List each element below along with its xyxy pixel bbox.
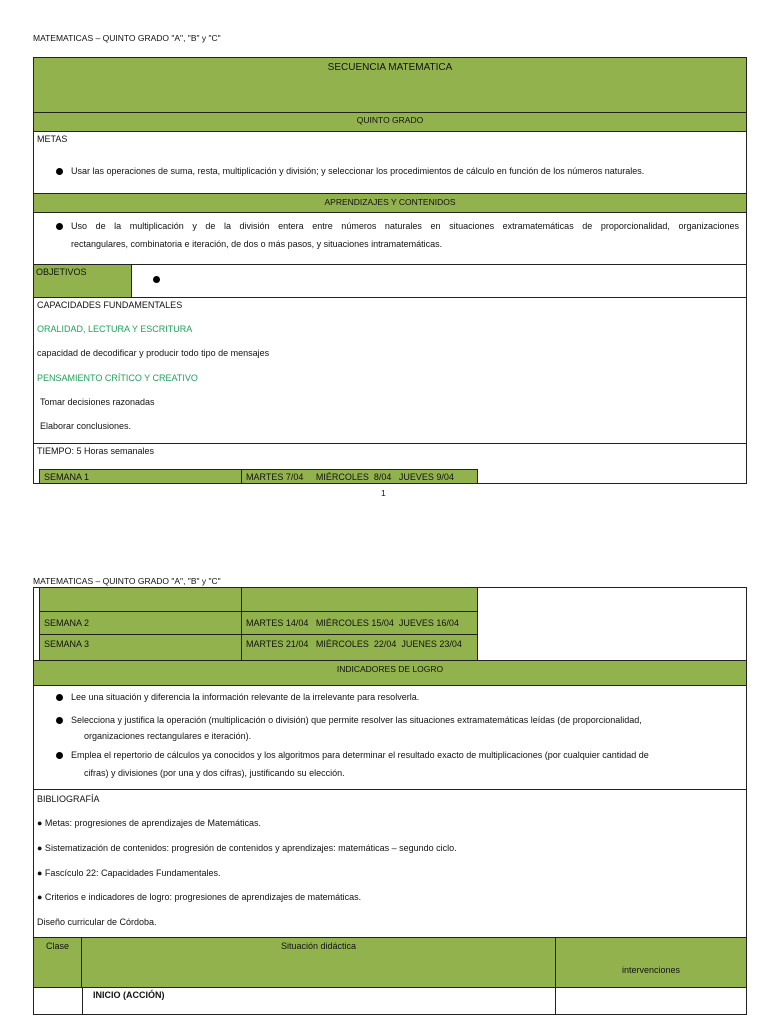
document-title: SECUENCIA MATEMATICA <box>327 62 453 73</box>
bullet-icon <box>56 168 63 175</box>
objetivos-label: OBJETIVOS <box>36 267 87 277</box>
capacidad-1-title: ORALIDAD, LECTURA Y ESCRITURA <box>37 324 193 334</box>
tiempo-label: TIEMPO: 5 Horas semanales <box>37 446 155 456</box>
indicador-3-line1: Emplea el repertorio de cálculos ya conocidos y los algoritmos para determinar el resultado exacto de multiplicaciones (por cualquier cantidad de <box>71 750 649 760</box>
aprendizajes-list <box>34 212 746 264</box>
clase-header: Clase <box>46 941 70 951</box>
indicador-2-line2: organizaciones rectangulares e iteración). <box>84 731 252 741</box>
capacidad-2-title: PENSAMIENTO CRÍTICO Y CREATIVO <box>37 373 198 383</box>
bullet-icon <box>56 752 63 759</box>
indicadores-label: INDICADORES DE LOGRO <box>336 664 444 674</box>
capacidad-1-text: capacidad de decodificar y producir todo tipo de mensajes <box>37 348 270 358</box>
bullet-icon <box>56 694 63 701</box>
semana-empty-cell <box>39 588 242 612</box>
semana3-days-cell <box>241 634 478 661</box>
semana3-label-cell <box>39 634 242 661</box>
bibliografia-label: BIBLIOGRAFÍA <box>37 794 100 804</box>
semana2-days-cell <box>241 611 478 635</box>
clase-header-cell <box>34 938 82 988</box>
metas-item: Usar las operaciones de suma, resta, multiplicación y división; y seleccionar los procedimientos de cálculo en función de los números naturales. <box>71 166 645 176</box>
objetivos-row <box>34 264 746 297</box>
title-cell <box>34 58 746 112</box>
semana-empty-cell <box>241 588 478 612</box>
semana1-days-cell <box>241 469 478 484</box>
semana-grid <box>34 588 746 660</box>
bibliografia-cell <box>34 789 746 937</box>
aprendizajes-cell <box>34 193 746 212</box>
page-number: 1 <box>381 488 386 498</box>
inicio-cell <box>82 988 556 1015</box>
indicadores-list <box>34 685 746 789</box>
indicadores-cell <box>34 660 746 685</box>
metas-cell <box>34 131 746 147</box>
page1-frame <box>33 57 747 484</box>
page-header: MATEMATICAS – QUINTO GRADO "A", "B" y "C" <box>33 33 221 43</box>
bullet-icon <box>56 717 63 724</box>
bullet-icon <box>56 223 63 230</box>
bib-item-2: ● Sistematización de contenidos: progresión de contenidos y aprendizajes: matemáticas – segundo ciclo. <box>37 843 457 853</box>
situacion-header-cell <box>82 938 556 988</box>
clase-table <box>34 937 746 1015</box>
metas-list <box>34 147 746 193</box>
semana2-label: SEMANA 2 <box>44 618 90 628</box>
semana2-days: MARTES 14/04 MIÉRCOLES 15/04 JUEVES 16/04 <box>246 618 459 628</box>
indicador-3-line2: cifras) y divisiones (por una y dos cifras), justificando su elección. <box>84 768 345 778</box>
indicador-1: Lee una situación y diferencia la información relevante de la irrelevante para resolverla. <box>71 692 420 702</box>
page-header-2: MATEMATICAS – QUINTO GRADO "A", "B" y "C" <box>33 576 221 586</box>
intervenciones-header: intervenciones <box>621 965 681 975</box>
semana3-label: SEMANA 3 <box>44 639 90 649</box>
bib-item-4: ● Criterios e indicadores de logro: progresiones de aprendizajes de matemáticas. <box>37 892 362 902</box>
capacidad-2-line1: Tomar decisiones razonadas <box>40 397 155 407</box>
aprendizajes-item-line2: rectangulares, combinatoria e iteración, de dos o más pasos, y situaciones intramatemáticas. <box>71 239 443 249</box>
aprendizajes-item-line1: Uso de la multiplicación y de la división entera entre números naturales en situaciones extramatemáticas de proporcionalidad, organizaciones <box>71 221 739 231</box>
semana1-days: MARTES 7/04 MIÉRCOLES 8/04 JUEVES 9/04 <box>246 472 454 482</box>
semana1-label-cell <box>39 469 242 484</box>
metas-label: METAS <box>37 134 68 144</box>
bib-item-1: ● Metas: progresiones de aprendizajes de Matemáticas. <box>37 818 262 828</box>
tiempo-cell <box>34 443 746 484</box>
bib-item-5: Diseño curricular de Córdoba. <box>37 917 157 927</box>
capacidades-label: CAPACIDADES FUNDAMENTALES <box>37 300 183 310</box>
objetivos-label-cell <box>34 265 132 297</box>
situacion-header: Situación didáctica <box>280 941 357 951</box>
semana2-label-cell <box>39 611 242 635</box>
grade-cell <box>34 112 746 131</box>
bullet-icon <box>153 276 160 283</box>
aprendizajes-label: APRENDIZAJES Y CONTENIDOS <box>324 197 456 207</box>
inicio-label: INICIO (ACCIÓN) <box>93 990 165 1000</box>
indicador-2-line1: Selecciona y justifica la operación (multiplicación o división) que permite resolver las situaciones extramatemáticas leídas (de proporcionalidad, <box>71 715 642 725</box>
intervenciones-header-cell <box>556 938 746 988</box>
grade-label: QUINTO GRADO <box>356 115 424 125</box>
semana3-days: MARTES 21/04 MIÉRCOLES 22/04 JUENES 23/04 <box>246 639 462 649</box>
bib-item-3: ● Fascículo 22: Capacidades Fundamentales. <box>37 868 221 878</box>
capacidad-2-line2: Elaborar conclusiones. <box>40 421 132 431</box>
capacidades-cell <box>34 297 746 443</box>
page2-frame <box>33 587 747 1015</box>
semana1-label: SEMANA 1 <box>44 472 90 482</box>
